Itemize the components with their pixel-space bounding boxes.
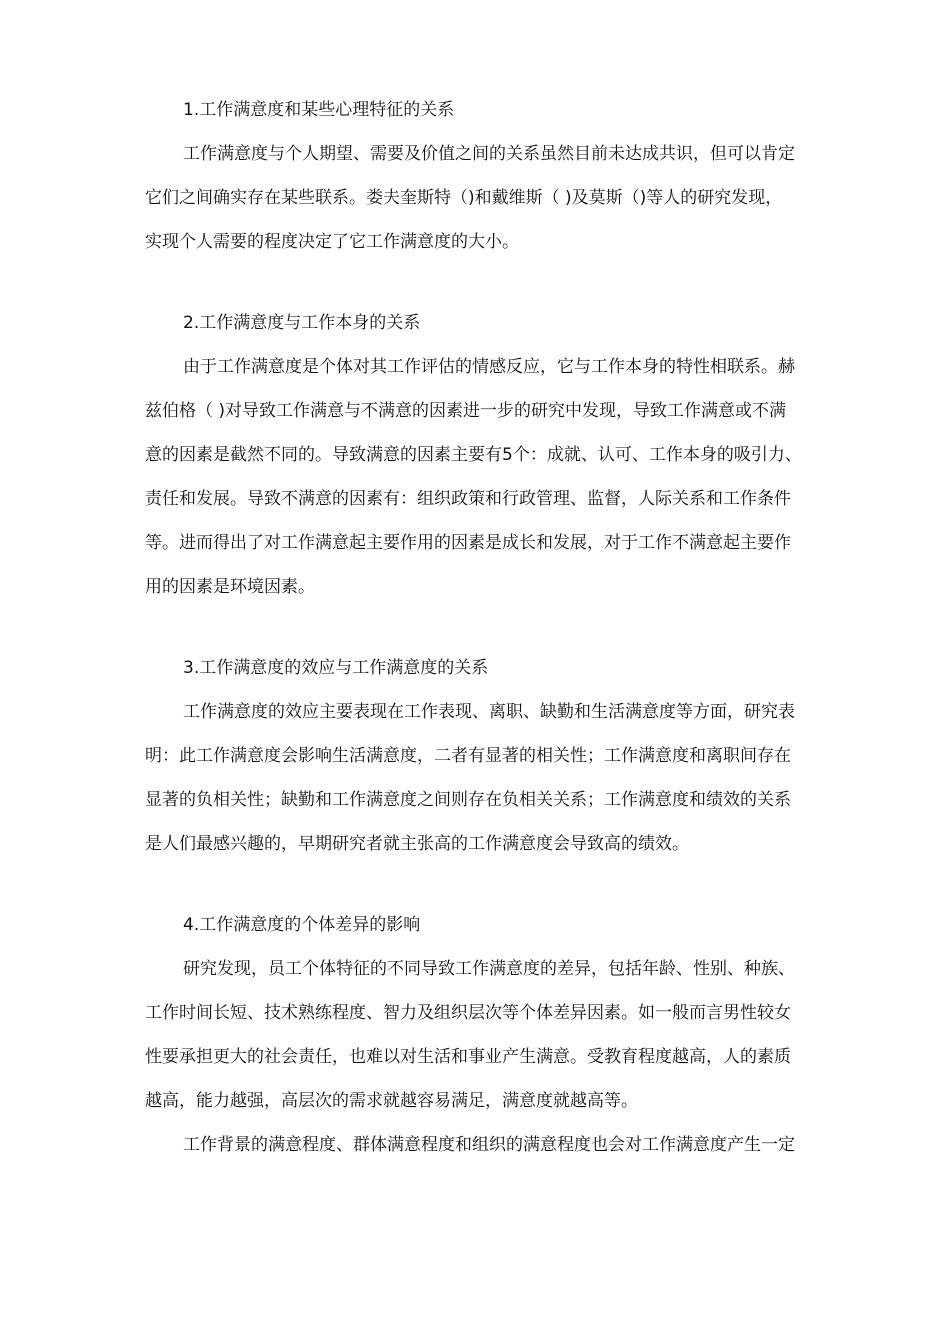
section-2	[145, 301, 887, 609]
paragraph-line: 责任和发展。导致不满意的因素有：组织政策和行政管理、监督，人际关系和工作条件	[145, 489, 791, 509]
section-spacer	[145, 866, 887, 903]
paragraph-line: 用的因素是环境因素。	[145, 577, 315, 597]
paragraph-line: 明：此工作满意度会影响生活满意度，二者有显著的相关性；工作满意度和离职间存在	[145, 746, 791, 766]
paragraph-line: 工作时间长短、技术熟练程度、智力及组织层次等个体差异因素。如一般而言男性较女	[145, 1003, 791, 1023]
section-heading: 3.工作满意度的效应与工作满意度的关系	[183, 658, 489, 678]
paragraph-line: 工作满意度的效应主要表现在工作表现、离职、缺勤和生活满意度等方面，研究表	[183, 702, 795, 722]
paragraph-line: 工作背景的满意程度、群体满意程度和组织的满意程度也会对工作满意度产生一定	[183, 1135, 795, 1155]
paragraph-line: 它们之间确实存在某些联系。娄夫奎斯特（)和戴维斯（ )及莫斯（)等人的研究发现，	[145, 188, 783, 208]
paragraph	[145, 132, 887, 264]
paragraph	[145, 345, 887, 609]
paragraph-line: 由于工作满意度是个体对其工作评估的情感反应，它与工作本身的特性相联系。赫	[183, 357, 795, 377]
paragraph	[145, 690, 887, 866]
document-page	[145, 88, 887, 1167]
paragraph-line: 研究发现，员工个体特征的不同导致工作满意度的差异，包括年龄、性别、种族、	[183, 959, 795, 979]
paragraph-line: 实现个人需要的程度决定了它工作满意度的大小。	[145, 232, 519, 252]
paragraph-line: 越高，能力越强，高层次的需求就越容易满足，满意度就越高等。	[145, 1091, 638, 1111]
paragraph-line: 工作满意度与个人期望、需要及价值之间的关系虽然目前未达成共识，但可以肯定	[183, 144, 795, 164]
paragraph-line: 显著的负相关性；缺勤和工作满意度之间则存在负相关关系；工作满意度和绩效的关系	[145, 790, 791, 810]
paragraph-line: 是人们最感兴趣的，早期研究者就主张高的工作满意度会导致高的绩效。	[145, 834, 689, 854]
section-spacer	[145, 609, 887, 646]
section-heading: 1.工作满意度和某些心理特征的关系	[183, 100, 455, 120]
paragraph-line: 性要承担更大的社会责任，也难以对生活和事业产生满意。受教育程度越高，人的素质	[145, 1047, 791, 1067]
paragraph-line: 等。进而得出了对工作满意起主要作用的因素是成长和发展，对于工作不满意起主要作	[145, 533, 791, 553]
section-spacer	[145, 264, 887, 301]
paragraph-line: 意的因素是截然不同的。导致满意的因素主要有5个：成就、认可、工作本身的吸引力、	[145, 445, 802, 465]
section-heading: 2.工作满意度与工作本身的关系	[183, 313, 421, 333]
section-3	[145, 646, 887, 866]
section-4	[145, 903, 887, 1167]
section-1	[145, 88, 887, 264]
paragraph-line: 兹伯格（ )对导致工作满意与不满意的因素进一步的研究中发现，导致工作满意或不满	[145, 401, 787, 421]
section-heading: 4.工作满意度的个体差异的影响	[183, 915, 421, 935]
paragraph	[145, 947, 887, 1123]
paragraph	[145, 1123, 887, 1167]
